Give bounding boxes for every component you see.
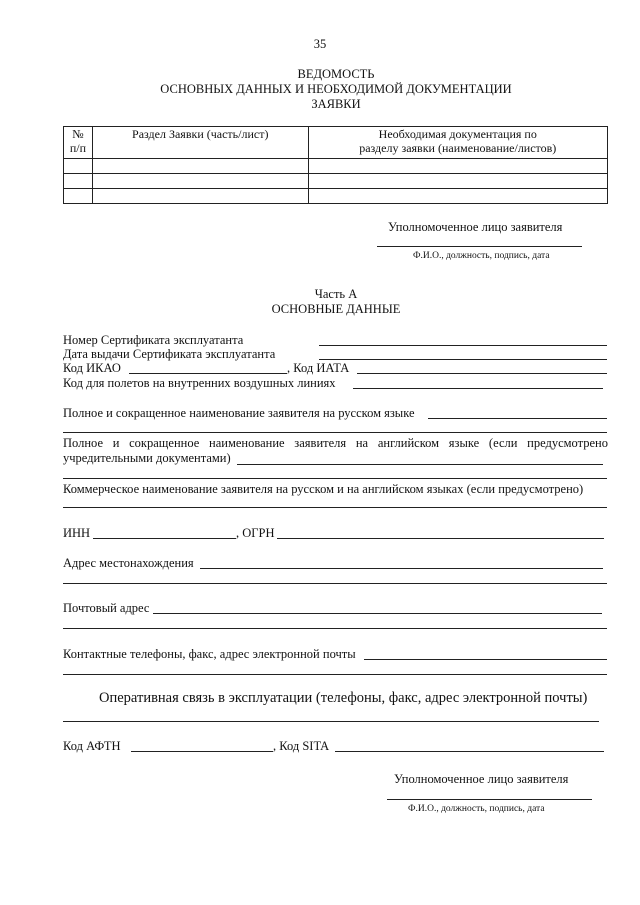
inn-line[interactable] <box>93 538 236 539</box>
cert-number-line[interactable] <box>319 345 607 346</box>
address-label: Адрес местонахождения <box>63 556 194 570</box>
name-ru-line-2[interactable] <box>63 432 607 433</box>
part-title: ОСНОВНЫЕ ДАННЫЕ <box>271 302 401 316</box>
page-number: 35 <box>313 37 327 51</box>
address-line-2[interactable] <box>63 583 607 584</box>
signature-top-caption: Ф.И.О., должность, подпись, дата <box>413 251 550 261</box>
table-row <box>64 189 608 204</box>
table-cell[interactable] <box>92 189 308 204</box>
postal-line[interactable] <box>153 613 602 614</box>
table-cell[interactable] <box>64 174 93 189</box>
sita-label: , Код SITA <box>273 739 330 753</box>
sita-line[interactable] <box>335 751 604 752</box>
table-cell[interactable] <box>308 174 607 189</box>
table-cell[interactable] <box>64 189 93 204</box>
operative-line[interactable] <box>63 721 599 722</box>
contacts-line-2[interactable] <box>63 674 607 675</box>
domestic-code-line[interactable] <box>353 388 603 389</box>
signature-top-label: Уполномоченное лицо заявителя <box>388 220 563 234</box>
header-documentation: Необходимая документация по разделу заявки (наименование/листов) <box>308 127 607 159</box>
signature-bottom-label: Уполномоченное лицо заявителя <box>394 772 569 786</box>
address-line[interactable] <box>200 568 603 569</box>
cert-date-label: Дата выдачи Сертификата эксплуатанта <box>63 347 276 361</box>
table-cell[interactable] <box>308 189 607 204</box>
table-cell[interactable] <box>64 159 93 174</box>
signature-top-line[interactable] <box>377 246 582 247</box>
operative-label: Оперативная связь в эксплуатации (телефоны, факс, адрес электронной почты) <box>99 690 588 706</box>
domestic-code-label: Код для полетов на внутренних воздушных линиях <box>63 376 336 390</box>
header-section: Раздел Заявки (часть/лист) <box>92 127 308 159</box>
name-ru-line[interactable] <box>428 418 607 419</box>
title-line-1: ВЕДОМОСТЬ <box>297 67 375 81</box>
aftn-line[interactable] <box>131 751 273 752</box>
documentation-table <box>63 126 608 204</box>
name-ru-label: Полное и сокращенное наименование заявителя на русском языке <box>63 406 415 420</box>
name-en-line-2[interactable] <box>63 478 607 479</box>
cert-number-label: Номер Сертификата эксплуатанта <box>63 333 244 347</box>
cert-date-line[interactable] <box>319 359 607 360</box>
table-cell[interactable] <box>308 159 607 174</box>
icao-line[interactable] <box>129 373 287 374</box>
part-label: Часть А <box>314 287 358 301</box>
signature-bottom-caption: Ф.И.О., должность, подпись, дата <box>408 804 545 814</box>
table-row <box>64 159 608 174</box>
name-en-label-line-2: учредительными документами) <box>63 451 231 465</box>
postal-line-2[interactable] <box>63 628 607 629</box>
iata-label: , Код ИАТА <box>287 361 350 375</box>
table-cell[interactable] <box>92 159 308 174</box>
name-en-line[interactable] <box>237 464 603 465</box>
commercial-name-label: Коммерческое наименование заявителя на русском и на английском языках (если предусмотрено) <box>63 482 584 496</box>
aftn-label: Код АФТН <box>63 739 121 753</box>
title-line-3: ЗАЯВКИ <box>311 97 361 111</box>
table-row <box>64 174 608 189</box>
header-number: № п/п <box>64 127 93 159</box>
commercial-name-line[interactable] <box>63 507 607 508</box>
table-cell[interactable] <box>92 174 308 189</box>
signature-bottom-line[interactable] <box>387 799 592 800</box>
title-line-2: ОСНОВНЫХ ДАННЫХ И НЕОБХОДИМОЙ ДОКУМЕНТАЦИИ <box>160 82 512 96</box>
iata-line[interactable] <box>357 373 607 374</box>
ogrn-label: , ОГРН <box>236 526 275 540</box>
name-en-label-line-1: Полное и сокращенное наименование заявителя на английском языке (если предусмотрено <box>63 436 608 450</box>
contacts-line[interactable] <box>364 659 607 660</box>
table-header-row <box>64 127 608 159</box>
postal-label: Почтовый адрес <box>63 601 150 615</box>
inn-label: ИНН <box>63 526 91 540</box>
contacts-label: Контактные телефоны, факс, адрес электронной почты <box>63 647 356 661</box>
icao-label: Код ИКАО <box>63 361 121 375</box>
ogrn-line[interactable] <box>277 538 604 539</box>
